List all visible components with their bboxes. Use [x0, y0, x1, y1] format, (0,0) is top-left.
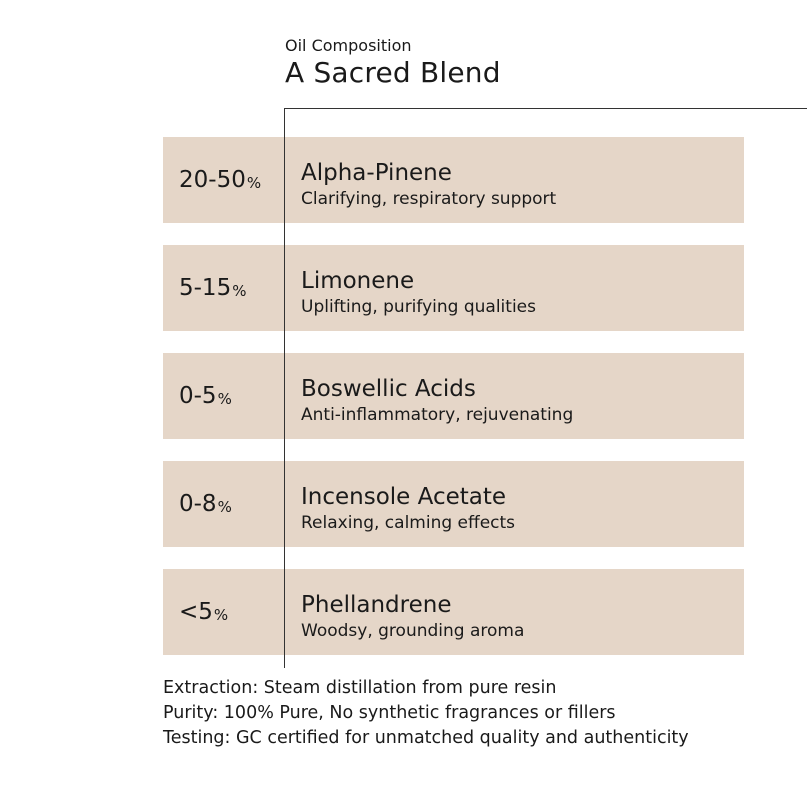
range-value: 0-5	[179, 383, 217, 409]
compound-description: Relaxing, calming effects	[301, 513, 516, 533]
compound-info	[301, 591, 524, 642]
compound-name: Alpha-Pinene	[301, 160, 452, 186]
horizontal-divider	[284, 108, 807, 109]
compound-info	[301, 267, 536, 318]
composition-row	[163, 461, 744, 547]
product-notes	[163, 676, 689, 751]
purity-note: Purity: 100% Pure, No synthetic fragrances or fillers	[163, 703, 616, 723]
composition-list	[163, 137, 744, 677]
extraction-note: Extraction: Steam distillation from pure resin	[163, 678, 557, 698]
percentage-range	[179, 353, 232, 439]
composition-row	[163, 245, 744, 331]
header	[285, 36, 501, 90]
compound-info	[301, 375, 573, 426]
percentage-range	[179, 461, 232, 547]
composition-row	[163, 353, 744, 439]
percent-unit: %	[217, 390, 232, 408]
percentage-range	[179, 245, 246, 331]
page-title: A Sacred Blend	[285, 56, 501, 89]
composition-row	[163, 137, 744, 223]
compound-name: Phellandrene	[301, 592, 452, 618]
compound-name: Boswellic Acids	[301, 376, 476, 402]
compound-name: Limonene	[301, 268, 415, 294]
percent-unit: %	[213, 606, 229, 624]
section-kicker: Oil Composition	[285, 36, 412, 55]
percentage-range	[179, 137, 261, 223]
compound-info	[301, 159, 556, 210]
composition-row	[163, 569, 744, 655]
range-value: <5	[179, 599, 213, 625]
compound-description: Woodsy, grounding aroma	[301, 621, 525, 641]
compound-description: Uplifting, purifying qualities	[301, 297, 536, 317]
range-value: 5-15	[179, 275, 232, 301]
testing-note: Testing: GC certified for unmatched quality and authenticity	[163, 728, 689, 748]
percent-unit: %	[232, 282, 247, 300]
range-value: 20-50	[179, 167, 246, 193]
compound-description: Anti-inflammatory, rejuvenating	[301, 405, 574, 425]
compound-name: Incensole Acetate	[301, 484, 507, 510]
percent-unit: %	[217, 498, 232, 516]
vertical-divider	[284, 108, 285, 668]
compound-info	[301, 483, 515, 534]
range-value: 0-8	[179, 491, 217, 517]
percentage-range	[179, 569, 228, 655]
compound-description: Clarifying, respiratory support	[301, 189, 557, 209]
percent-unit: %	[246, 174, 262, 192]
